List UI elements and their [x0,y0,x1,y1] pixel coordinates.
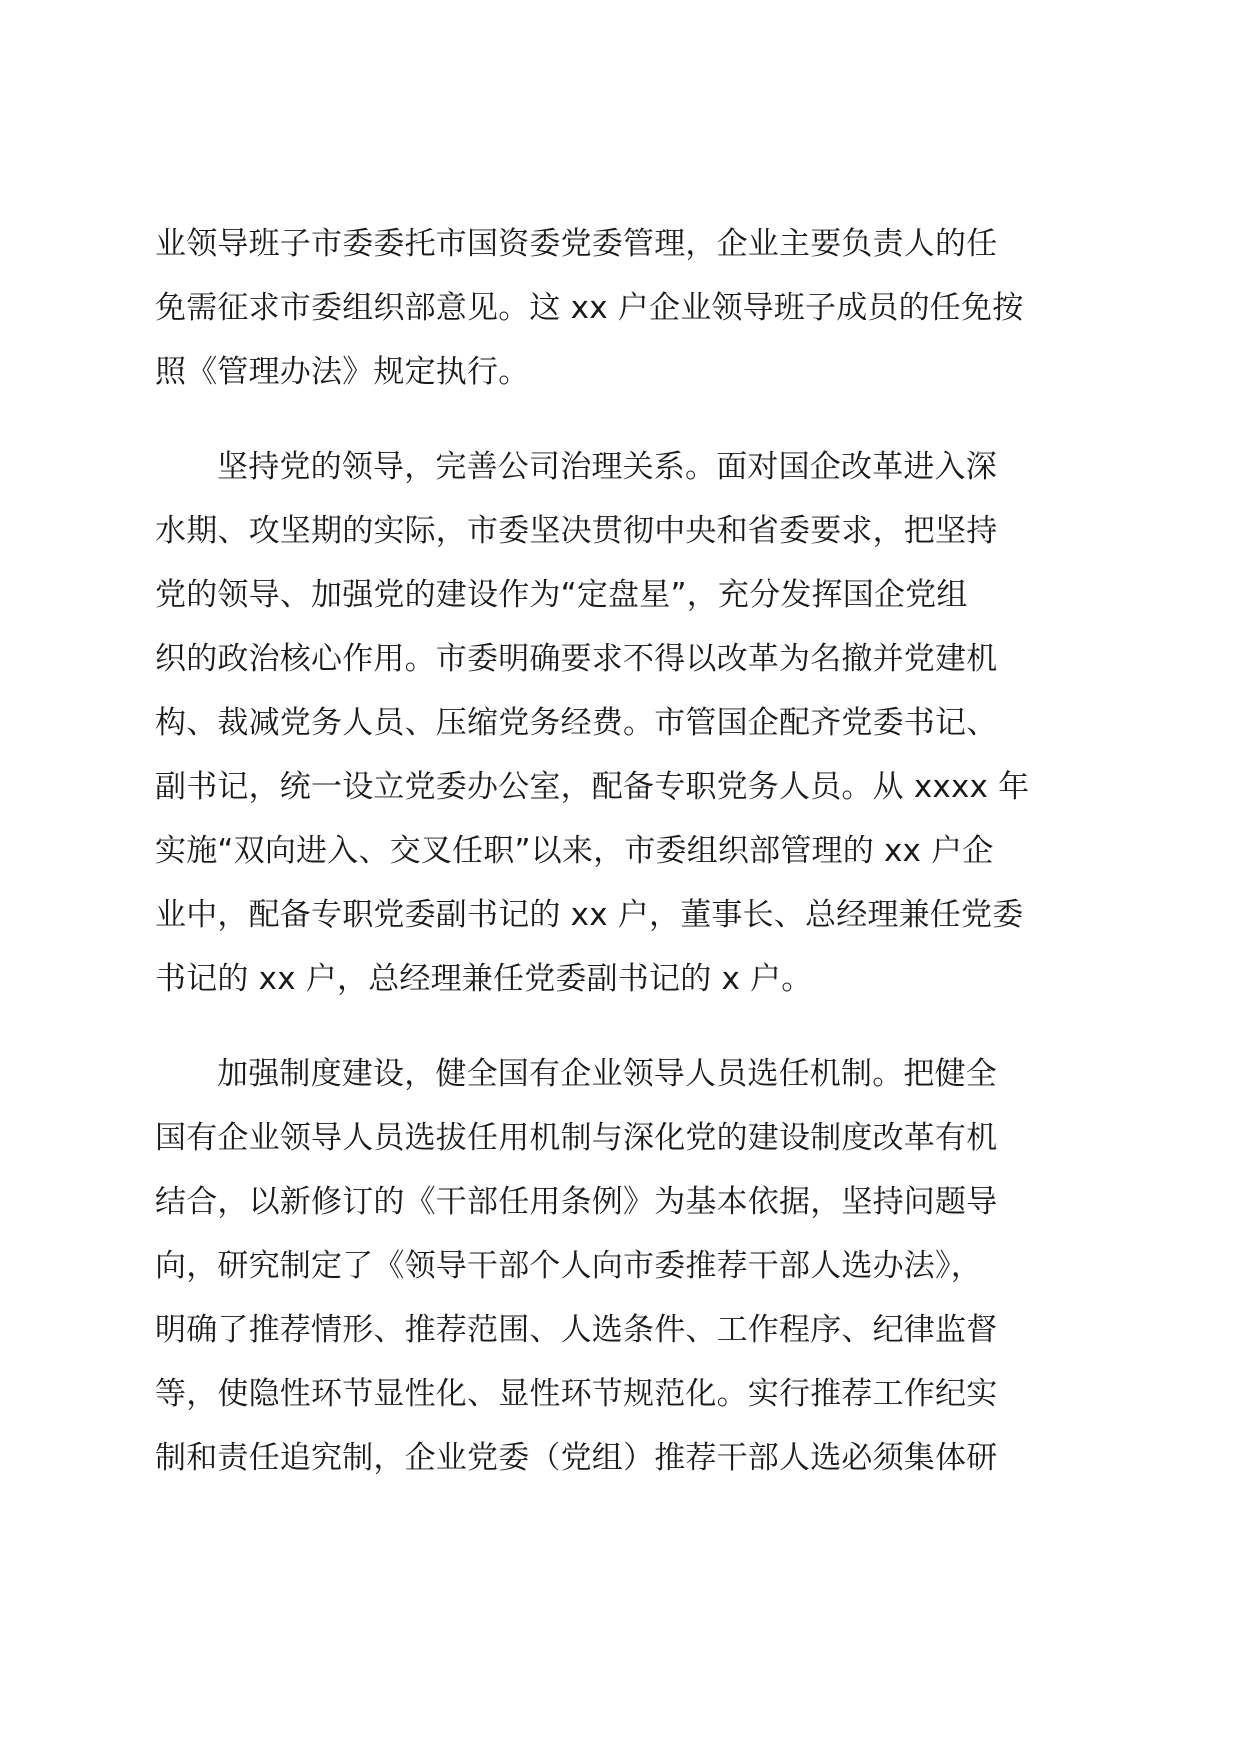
paragraph-line: 书记的 xx 户，总经理兼任党委副书记的 x 户。 [155,961,813,997]
paragraph-line: 明确了推荐情形、推荐范围、人选条件、工作程序、纪律监督 [155,1312,998,1348]
paragraph-3 [155,1042,1085,1490]
paragraph-line: 副书记，统一设立党委办公室，配备专职党务人员。从 xxxx 年 [155,769,1030,805]
paragraph-spacer [155,1011,1085,1042]
paragraph-line: 免需征求市委组织部意见。这 xx 户企业领导班子成员的任免按 [155,290,1024,326]
paragraph-line: 坚持党的领导，完善公司治理关系。面对国企改革进入深 [217,449,997,485]
paragraph-spacer [155,404,1085,435]
paragraph-line: 业中，配备专职党委副书记的 xx 户，董事长、总经理兼任党委 [155,897,1024,933]
paragraph-line: 水期、攻坚期的实际，市委坚决贯彻中央和省委要求，把坚持 [155,513,998,549]
paragraph-line: 实施“双向进入、交叉任职”以来，市委组织部管理的 xx 户企 [155,833,994,869]
paragraph-line: 党的领导、加强党的建设作为“定盘星”，充分发挥国企党组 [155,577,968,613]
paragraph-1 [155,212,1085,404]
paragraph-line: 织的政治核心作用。市委明确要求不得以改革为名撤并党建机 [155,641,998,677]
paragraph-line: 向，研究制定了《领导干部个人向市委推荐干部人选办法》， [155,1248,982,1284]
paragraph-line: 构、裁减党务人员、压缩党务经费。市管国企配齐党委书记、 [155,705,998,741]
paragraph-line: 国有企业领导人员选拔任用机制与深化党的建设制度改革有机 [155,1120,998,1156]
paragraph-line: 制和责任追究制，企业党委（党组）推荐干部人选必须集体研 [155,1440,998,1476]
paragraph-line: 业领导班子市委委托市国资委党委管理，企业主要负责人的任 [155,226,998,262]
paragraph-line: 等，使隐性环节显性化、显性环节规范化。实行推荐工作纪实 [155,1376,998,1412]
document-body [155,212,1085,1490]
paragraph-2 [155,435,1085,1011]
paragraph-line: 加强制度建设，健全国有企业领导人员选任机制。把健全 [217,1056,997,1092]
paragraph-line: 照《管理办法》规定执行。 [155,354,530,390]
paragraph-line: 结合，以新修订的《干部任用条例》为基本依据，坚持问题导 [155,1184,998,1220]
